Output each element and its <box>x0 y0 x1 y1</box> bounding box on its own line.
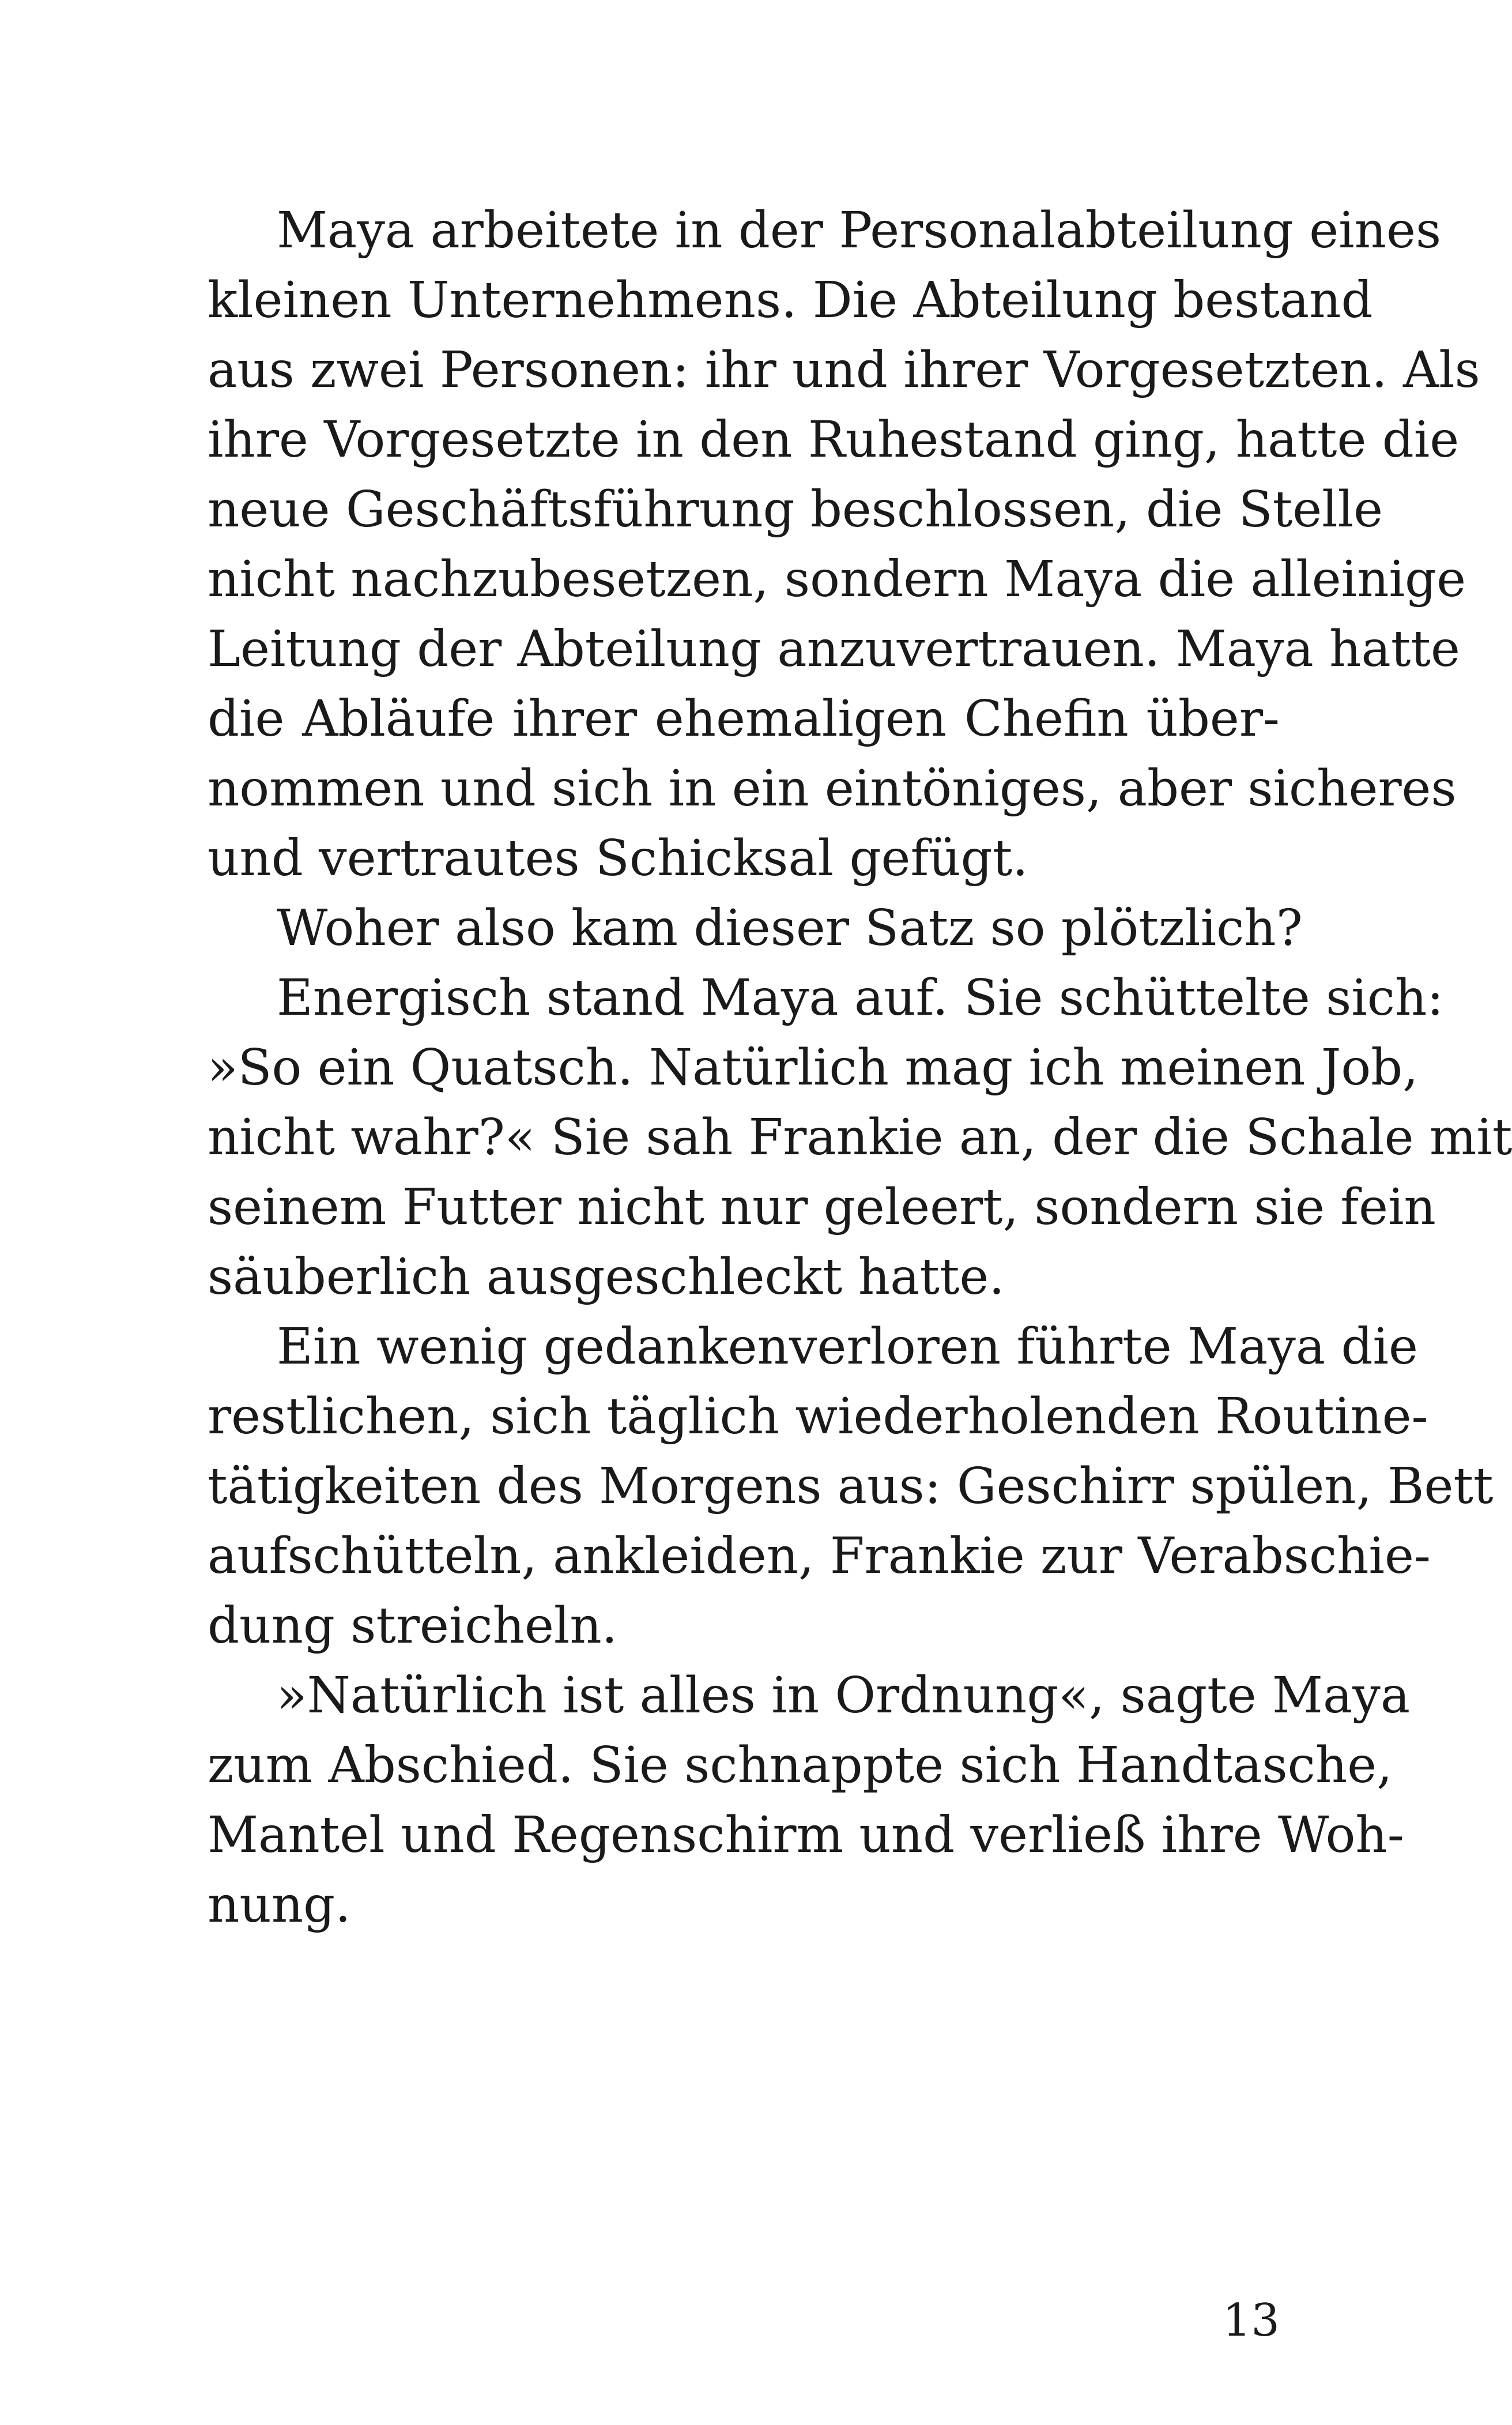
text-line: Leitung der Abteilung anzuvertrauen. Maya hatte <box>208 620 1460 678</box>
text-line: neue Geschäftsführung beschlossen, die Stelle <box>208 481 1383 539</box>
text-line: tätigkeiten des Morgens aus: Geschirr spülen, Bett <box>208 1458 1494 1515</box>
text-line: Energisch stand Maya auf. Sie schüttelte sich: <box>277 969 1444 1027</box>
text-line: nung. <box>208 1876 351 1934</box>
page-number: 13 <box>1222 2295 1280 2347</box>
text-line: restlichen, sich täglich wiederholenden Routine- <box>208 1388 1428 1445</box>
text-line: nommen und sich in ein eintöniges, aber sicheres <box>208 760 1457 818</box>
text-line: säuberlich ausgeschleckt hatte. <box>208 1248 1005 1306</box>
text-line: seinem Futter nicht nur geleert, sondern sie fein <box>208 1178 1436 1236</box>
text-line: die Abläufe ihrer ehemaligen Chefin über- <box>208 690 1280 748</box>
text-line: und vertrautes Schicksal gefügt. <box>208 830 1028 887</box>
body-text <box>208 196 1512 1940</box>
text-line: nicht nachzubesetzen, sondern Maya die alleinige <box>208 551 1466 608</box>
text-line: zum Abschied. Sie schnappte sich Handtasche, <box>208 1737 1393 1794</box>
text-line: Mantel und Regenschirm und verließ ihre Woh- <box>208 1806 1404 1864</box>
text-line: Ein wenig gedankenverloren führte Maya die <box>277 1318 1418 1376</box>
text-line: dung streicheln. <box>208 1597 618 1655</box>
text-line: aus zwei Personen: ihr und ihrer Vorgesetzten. Als <box>208 341 1480 399</box>
text-line: »Natürlich ist alles in Ordnung«, sagte Maya <box>277 1667 1411 1724</box>
text-line: kleinen Unternehmens. Die Abteilung bestand <box>208 272 1373 329</box>
text-line: Maya arbeitete in der Personalabteilung eines <box>277 202 1442 259</box>
text-line: Woher also kam dieser Satz so plötzlich? <box>277 899 1303 957</box>
text-line: nicht wahr?« Sie sah Frankie an, der die Schale mit <box>208 1109 1512 1166</box>
text-line: ihre Vorgesetzte in den Ruhestand ging, hatte die <box>208 411 1460 469</box>
text-line: »So ein Quatsch. Natürlich mag ich meinen Job, <box>208 1039 1419 1097</box>
text-line: aufschütteln, ankleiden, Frankie zur Verabschie- <box>208 1527 1431 1585</box>
